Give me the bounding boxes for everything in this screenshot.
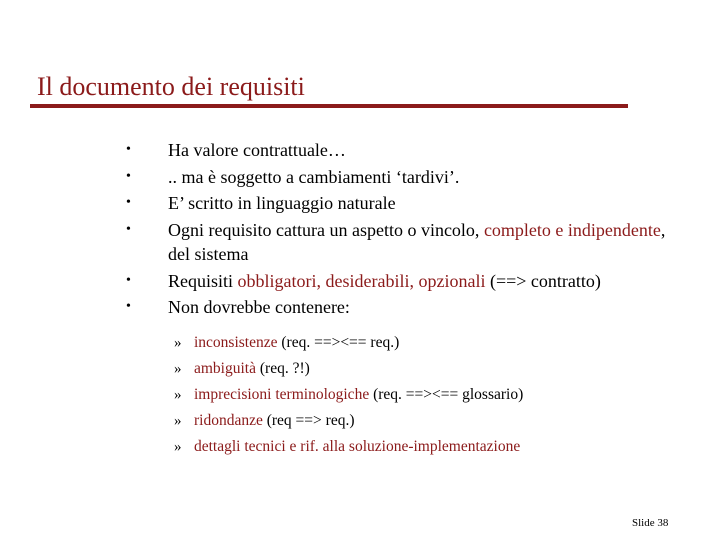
highlighted-term: ridondanze — [194, 412, 263, 429]
bullet-text-part: Ogni requisito cattura un aspetto o vincolo, — [168, 219, 484, 240]
bullet-list — [126, 138, 686, 322]
highlighted-term: inconsistenze — [194, 334, 278, 351]
slide-footer — [632, 517, 668, 529]
bullet-item — [126, 165, 686, 189]
bullet-text: Ha valore contrattuale… — [168, 140, 346, 160]
bullet-marker: • — [126, 168, 131, 184]
highlighted-term: dettagli tecnici e rif. alla soluzione-implementazione — [194, 438, 521, 455]
bullet-marker: • — [126, 272, 131, 288]
bullet-item — [126, 269, 686, 293]
sub-bullet-marker: » — [174, 335, 182, 351]
sub-bullet-item — [174, 359, 694, 379]
sub-bullet-text: (req. ==><== glossario) — [369, 386, 524, 403]
bullet-text: Non dovrebbe contenere: — [168, 297, 350, 317]
sub-bullet-marker: » — [174, 413, 182, 429]
bullet-item — [126, 295, 686, 319]
bullet-text: E’ scritto in linguaggio naturale — [168, 193, 396, 213]
bullet-item — [126, 218, 686, 266]
slide-number: 38 — [657, 517, 669, 529]
bullet-marker: • — [126, 195, 131, 210]
bullet-marker: • — [126, 221, 131, 237]
slide-title: Il documento dei requisiti — [37, 72, 305, 101]
title-underline — [30, 104, 628, 108]
bullet-text — [168, 220, 665, 264]
bullet-item — [126, 191, 686, 215]
sub-bullet-marker: » — [174, 361, 182, 377]
sub-bullet-item — [174, 385, 694, 405]
slide-label: Slide — [632, 517, 655, 529]
sub-bullet-marker: » — [174, 387, 182, 403]
highlighted-term: imprecisioni terminologiche — [194, 386, 370, 403]
sub-bullet-item — [174, 437, 694, 457]
sub-bullet-text: (req. ==><== req.) — [277, 334, 400, 351]
sub-bullet-marker: » — [174, 439, 182, 455]
sub-bullet-text: (req. ?!) — [256, 360, 310, 377]
bullet-text-part: Requisiti — [168, 270, 238, 291]
sub-bullet-text: (req ==> req.) — [262, 412, 355, 429]
bullet-marker: • — [126, 299, 131, 314]
highlighted-term: obbligatori, desiderabili, opzionali — [237, 270, 486, 291]
sub-bullet-list — [174, 333, 694, 463]
bullet-item — [126, 138, 686, 162]
bullet-marker: • — [126, 142, 131, 157]
bullet-text-part: (==> contratto) — [485, 270, 601, 291]
sub-bullet-item — [174, 333, 694, 353]
bullet-text — [168, 271, 601, 291]
highlighted-term: ambiguità — [194, 360, 256, 377]
highlighted-term: completo e indipendente — [483, 219, 661, 240]
sub-bullet-item — [174, 411, 694, 431]
bullet-text-part: , del sistema — [168, 219, 666, 264]
bullet-text: .. ma è soggetto a cambiamenti ‘tardivi’. — [168, 166, 460, 187]
